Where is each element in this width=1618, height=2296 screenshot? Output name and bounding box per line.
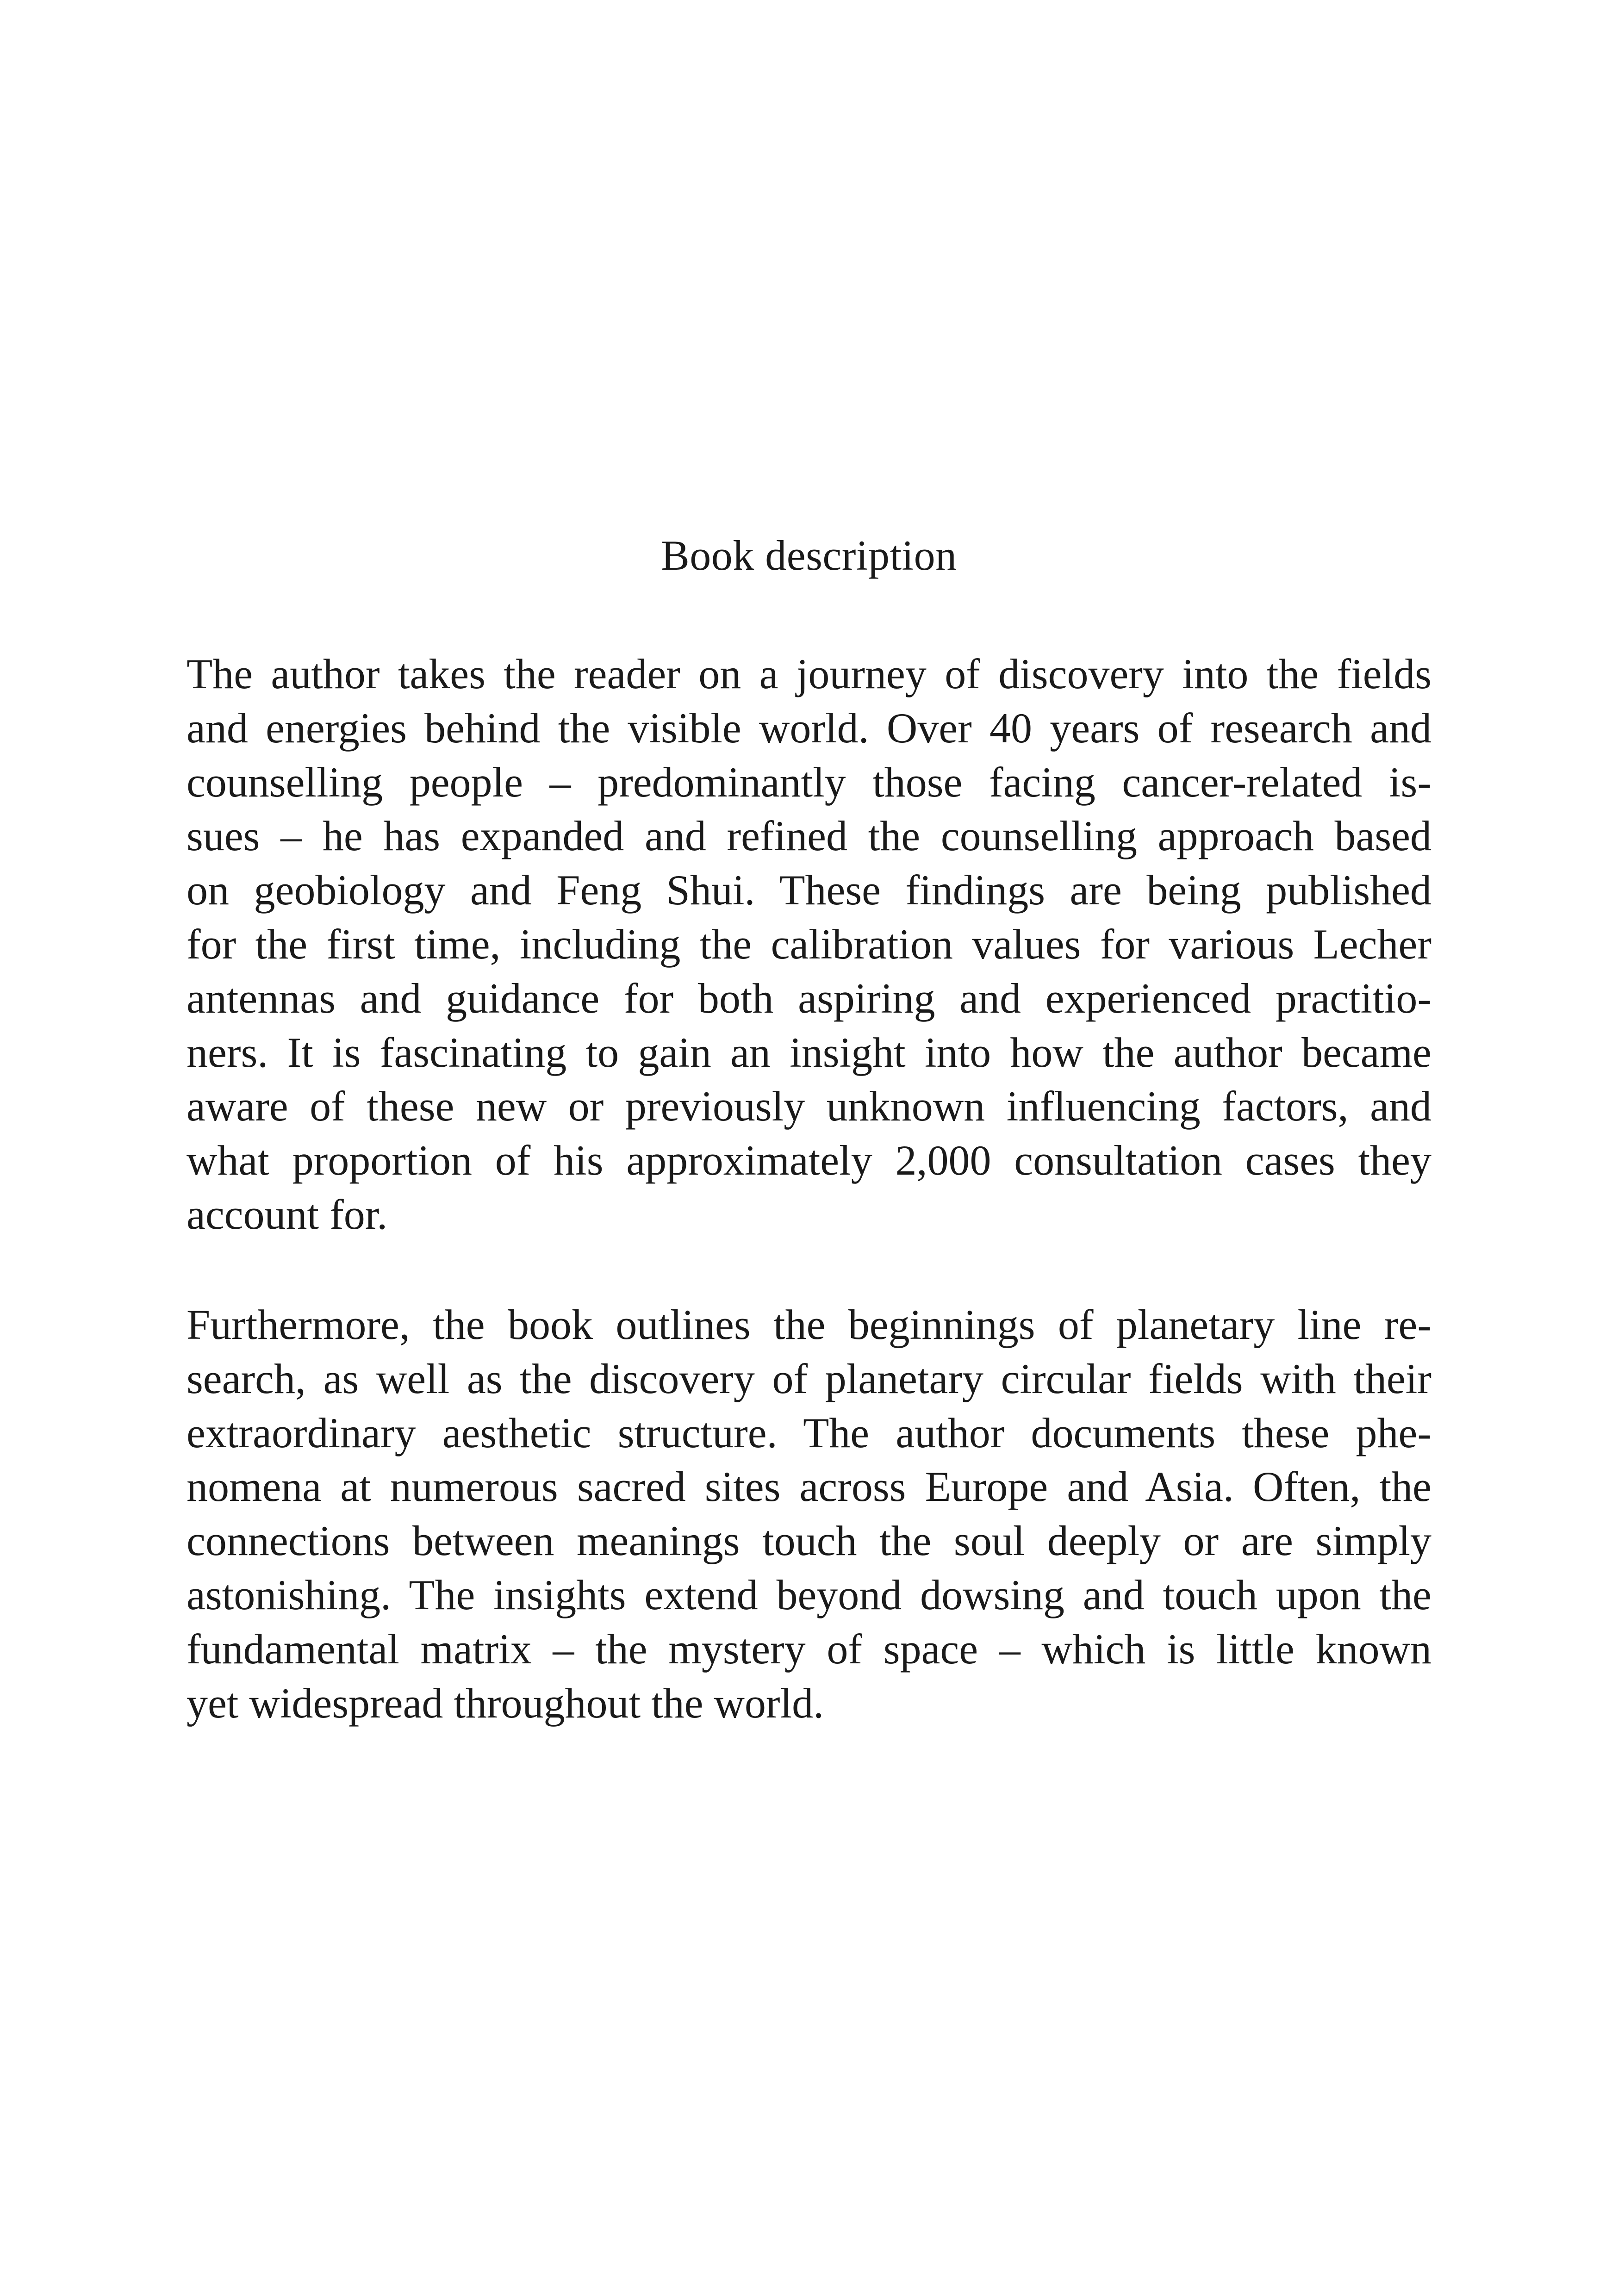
text-line: nomena at numerous sacred sites across Europe and Asia. Often, the: [187, 1463, 1431, 1511]
text-line: Furthermore, the book outlines the beginnings of planetary line re-: [187, 1301, 1431, 1348]
text-line: account for.: [187, 1190, 388, 1238]
text-line: what proportion of his approximately 2,000 consultation cases they: [187, 1137, 1431, 1184]
text-line: astonishing. The insights extend beyond dowsing and touch upon the: [187, 1571, 1431, 1618]
text-line: sues – he has expanded and refined the counselling approach based: [187, 812, 1431, 860]
text-line: and energies behind the visible world. Over 40 years of research and: [187, 704, 1431, 752]
text-line: for the first time, including the calibration values for various Lecher: [187, 920, 1431, 968]
description-paragraph-2: [187, 1298, 1431, 1730]
text-line: ners. It is fascinating to gain an insight into how the author became: [187, 1028, 1431, 1076]
text-line: search, as well as the discovery of planetary circular fields with their: [187, 1355, 1431, 1402]
text-line: connections between meanings touch the soul deeply or are simply: [187, 1517, 1431, 1565]
text-line: extraordinary aesthetic structure. The author documents these phe-: [187, 1409, 1431, 1456]
text-line: yet widespread throughout the world.: [187, 1679, 824, 1727]
text-line: counselling people – predominantly those facing cancer-related is-: [187, 758, 1431, 806]
text-line: fundamental matrix – the mystery of space – which is little known: [187, 1625, 1431, 1673]
text-line: antennas and guidance for both aspiring and experienced practitio-: [187, 974, 1431, 1022]
text-line: on geobiology and Feng Shui. These findings are being published: [187, 866, 1431, 914]
text-line: The author takes the reader on a journey of discovery into the fields: [187, 650, 1431, 697]
description-paragraph-1: [187, 647, 1431, 1242]
text-line: aware of these new or previously unknown influencing factors, and: [187, 1083, 1431, 1130]
page-title: Book description: [661, 532, 957, 579]
